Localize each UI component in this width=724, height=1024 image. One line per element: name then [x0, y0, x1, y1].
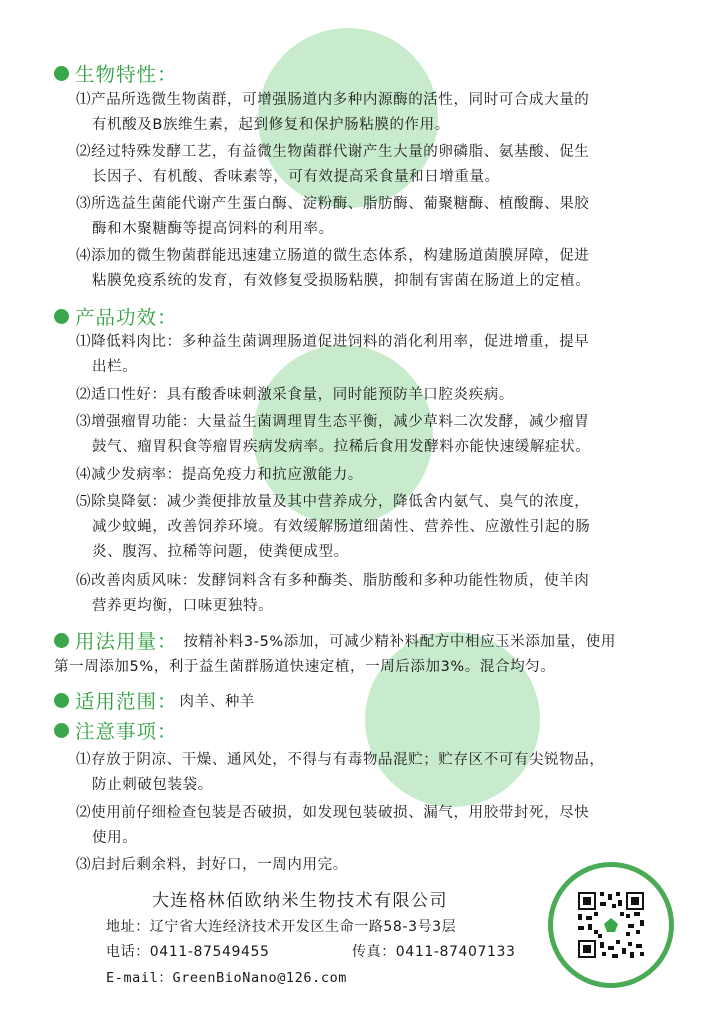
section-usage-title: 用法用量： — [75, 630, 178, 653]
effect-item-line1: ⑶增强瘤胃功能：大量益生菌调理胃生态平衡，减少草料二次发酵，减少瘤胃 — [76, 414, 590, 430]
company-phone: 电话：0411-87549455 — [106, 944, 270, 960]
effect-item-line2: 出栏。 — [92, 359, 138, 375]
effect-item — [76, 569, 676, 619]
section-effect-title: 产品功效： — [75, 306, 178, 329]
bio-item-line2: 粘膜免疫系统的发育，有效修复受损肠粘膜，抑制有害菌在肠道上的定植。 — [92, 273, 591, 289]
section-scope-title: 适用范围： — [75, 690, 178, 713]
section-scope-heading — [54, 687, 255, 713]
notes-item — [76, 748, 676, 798]
section-bio-title: 生物特性： — [75, 63, 178, 86]
effect-item-line2: 减少蚊蝇，改善饲养环境。有效缓解肠道细菌性、营养性、应激性引起的肠 — [92, 519, 591, 535]
company-address: 地址：辽宁省大连经济技术开发区生命一路58-3号3层 — [106, 919, 457, 935]
bio-item-line1: ⑶所选益生菌能代谢产生蛋白酶、淀粉酶、脂肪酶、葡聚糖酶、植酸酶、果胶 — [76, 196, 590, 212]
effect-item-line3: 炎、腹泻、拉稀等问题，使粪便成型。 — [92, 544, 349, 560]
notes-item-line1: ⑶启封后剩余料，封好口，一周内用完。 — [76, 857, 348, 873]
bullet-dot-icon — [54, 633, 69, 648]
section-bio-heading — [54, 60, 178, 86]
effect-item — [76, 490, 676, 565]
effect-item-line2: 鼓气、瘤胃积食等瘤胃疾病发病率。拉稀后食用发酵料亦能快速缓解症状。 — [92, 439, 591, 455]
usage-text-line1: 按精补料3-5%添加，可减少精补料配方中相应玉米添加量，使用 — [183, 633, 616, 650]
notes-item-line1: ⑵使用前仔细检查包装是否破损，如发现包装破损、漏气，用胶带封死，尽快 — [76, 805, 590, 821]
effect-item — [76, 463, 676, 488]
bio-item-line2: 长因子、有机酸、香味素等，可有效提高采食量和日增重量。 — [92, 169, 500, 185]
effect-item-line1: ⑸除臭降氨：减少粪便排放量及其中营养成分，降低舍内氨气、臭气的浓度， — [76, 494, 590, 510]
bio-item-line1: ⑴产品所选微生物菌群，可增强肠道内多种内源酶的活性，同时可合成大量的 — [76, 92, 590, 108]
bio-item-line2: 有机酸及B族维生素，起到修复和保护肠粘膜的作用。 — [92, 117, 450, 133]
bullet-dot-icon — [54, 309, 69, 324]
bio-item-line1: ⑵经过特殊发酵工艺，有益微生物菌群代谢产生大量的卵磷脂、氨基酸、促生 — [76, 144, 590, 160]
bullet-dot-icon — [54, 66, 69, 81]
notes-item — [76, 801, 676, 851]
notes-item-line1: ⑴存放于阴凉、干燥、通风处，不得与有毒物品混贮；贮存区不可有尖锐物品， — [76, 752, 605, 768]
effect-item-line2: 营养更均衡，口味更独特。 — [92, 598, 274, 614]
bio-item — [76, 88, 676, 138]
effect-item-line1: ⑵适口性好：具有酸香味刺激采食量，同时能预防羊口腔炎疾病。 — [76, 387, 514, 403]
company-email: E-mail：GreenBioNano@126.com — [106, 970, 348, 986]
usage-text-line2: 第一周添加5%，利于益生菌群肠道快速定植，一周后添加3%。混合均匀。 — [54, 659, 556, 675]
effect-item — [76, 330, 676, 380]
company-name: 大连格林佰欧纳米生物技术有限公司 — [152, 891, 448, 911]
effect-item — [76, 410, 676, 460]
company-fax: 传真：0411-87407133 — [352, 944, 516, 960]
bio-item-line1: ⑷添加的微生物菌群能迅速建立肠道的微生态体系，构建肠道菌膜屏障，促进 — [76, 248, 590, 264]
section-notes-heading — [54, 717, 178, 743]
qr-code-icon — [576, 890, 646, 960]
effect-item-line1: ⑴降低料肉比：多种益生菌调理肠道促进饲料的消化利用率，促进增重，提早 — [76, 334, 590, 350]
bio-item — [76, 244, 676, 294]
effect-item — [76, 383, 676, 408]
bio-item — [76, 192, 676, 242]
qr-code-badge — [548, 862, 674, 988]
bio-item-line2: 酶和木聚糖酶等提高饲料的利用率。 — [92, 221, 334, 237]
section-usage-heading — [54, 627, 616, 653]
effect-item-line1: ⑷减少发病率：提高免疫力和抗应激能力。 — [76, 467, 363, 483]
bullet-dot-icon — [54, 693, 69, 708]
bio-item — [76, 140, 676, 190]
effect-item-line1: ⑹改善肉质风味：发酵饲料含有多种酶类、脂肪酸和多种功能性物质，使羊肉 — [76, 573, 590, 589]
notes-item-line2: 防止刺破包装袋。 — [92, 777, 213, 793]
scope-text: 肉羊、种羊 — [179, 693, 256, 710]
section-notes-title: 注意事项： — [75, 720, 178, 743]
section-effect-heading — [54, 303, 178, 329]
bullet-dot-icon — [54, 723, 69, 738]
notes-item-line2: 使用。 — [92, 830, 138, 846]
